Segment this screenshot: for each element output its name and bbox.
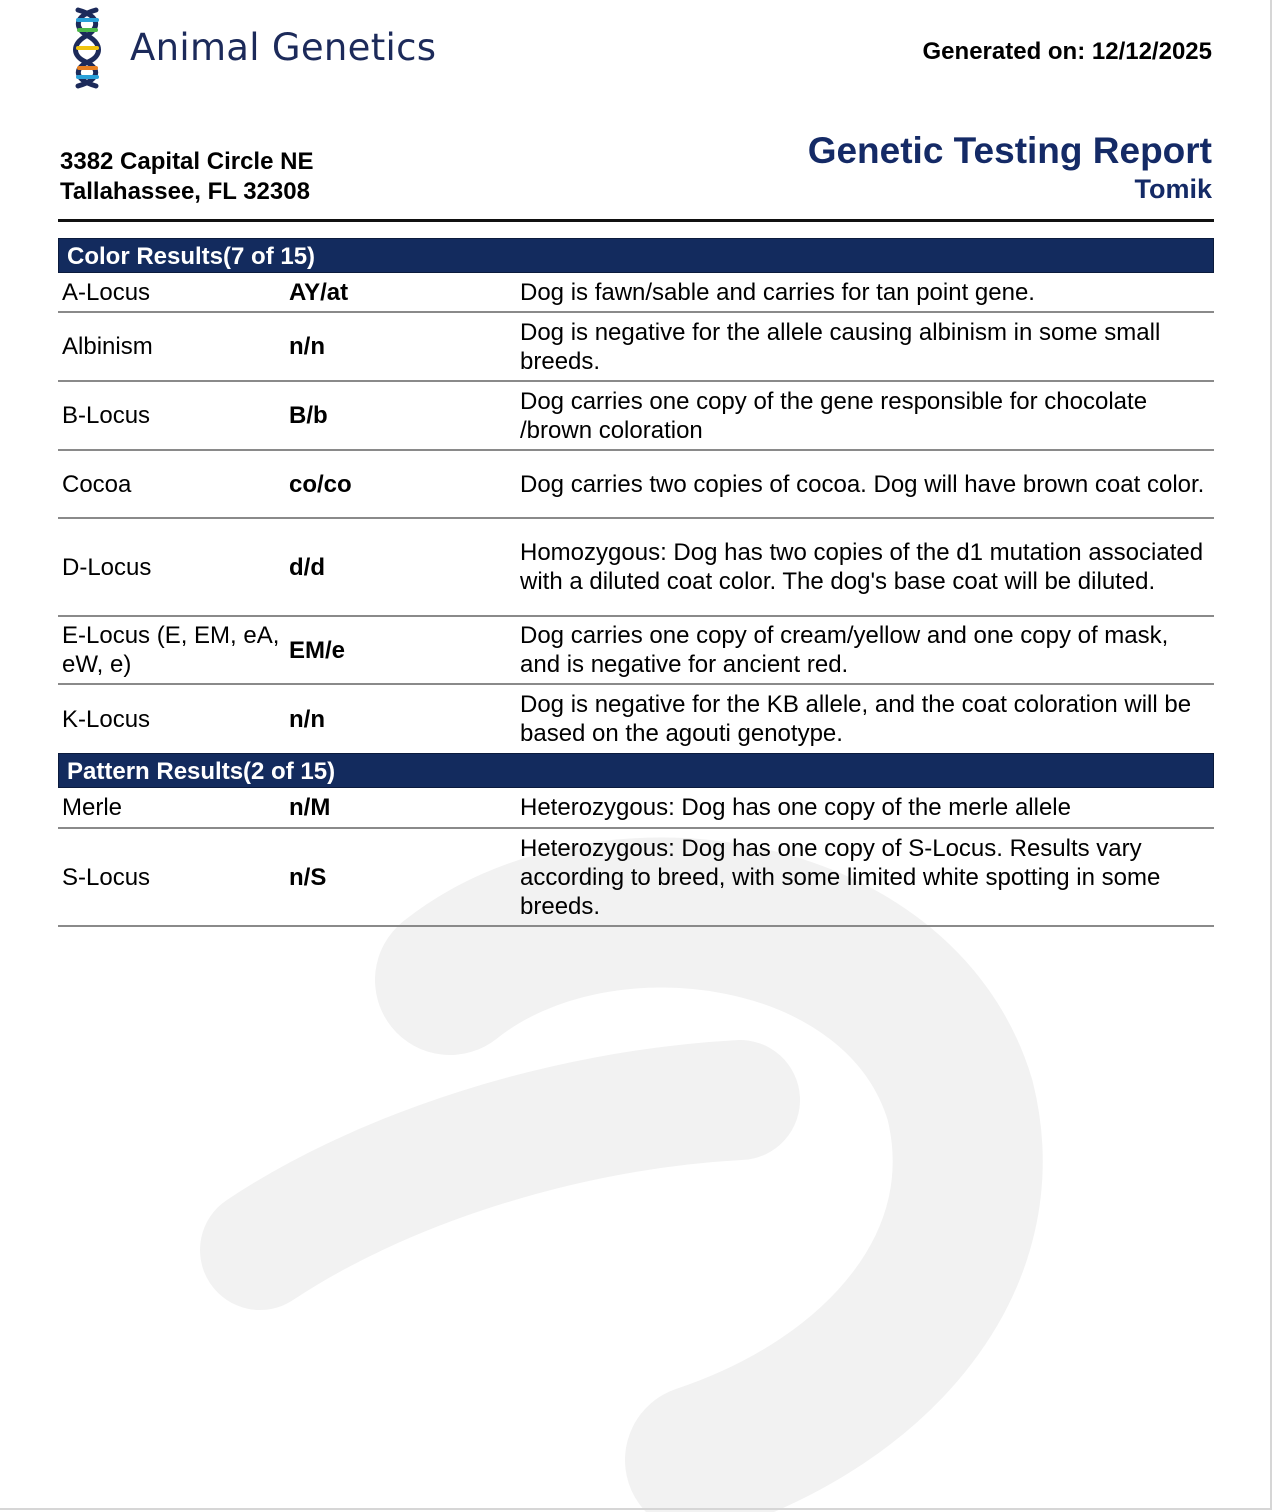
table-row <box>58 313 1214 382</box>
dog-name: Tomik <box>1134 174 1212 204</box>
dna-logo-icon <box>66 6 110 90</box>
section-header-color: Color Results(7 of 15) <box>58 238 1214 273</box>
table-row <box>58 519 1214 617</box>
genotype: n/n <box>289 705 325 733</box>
trait-description: Dog is negative for the KB allele, and the coat coloration will be based on the agouti genotype. <box>520 691 1192 747</box>
trait-description: Dog is negative for the allele causing albinism in some small breeds. <box>520 318 1161 375</box>
trait-description: Dog carries one copy of cream/yellow and one copy of mask, and is negative for ancient red. <box>520 622 1169 678</box>
genotype: co/co <box>289 470 352 498</box>
table-row <box>58 685 1214 753</box>
table-row <box>58 273 1214 313</box>
trait-description: Heterozygous: Dog has one copy of the merle allele <box>520 794 1071 821</box>
trait-name: D-Locus <box>62 553 152 581</box>
genotype: EM/e <box>289 636 346 664</box>
trait-name: A-Locus <box>62 278 151 306</box>
trait-description: Dog carries one copy of the gene responsible for chocolate /brown coloration <box>520 387 1148 444</box>
genotype: n/M <box>289 794 331 821</box>
genotype: AY/at <box>289 278 349 306</box>
trait-name: Cocoa <box>62 470 132 498</box>
trait-name: Merle <box>62 794 123 821</box>
trait-description: Dog carries two copies of cocoa. Dog will have brown coat color. <box>520 470 1205 498</box>
table-row <box>58 382 1214 451</box>
report-title: Genetic Testing Report <box>807 130 1212 171</box>
genotype: n/n <box>289 333 325 360</box>
trait-name: K-Locus <box>62 705 151 733</box>
address-line-2: Tallahassee, FL 32308 <box>60 178 310 205</box>
table-row <box>58 788 1214 829</box>
brand-name: Animal Genetics <box>130 26 437 69</box>
trait-description: Dog is fawn/sable and carries for tan point gene. <box>520 278 1035 306</box>
trait-name: S-Locus <box>62 863 151 891</box>
generated-date: Generated on: 12/12/2025 <box>922 38 1212 65</box>
genotype: B/b <box>289 402 328 429</box>
address-line-1: 3382 Capital Circle NE <box>60 148 314 175</box>
table-row <box>58 451 1214 519</box>
trait-name: E-Locus (E, EM, eA, eW, e) <box>62 622 280 678</box>
trait-name: Albinism <box>62 333 153 360</box>
genotype: n/S <box>289 863 327 891</box>
lab-address <box>60 147 313 207</box>
trait-description: Heterozygous: Dog has one copy of S-Locus. Results vary according to breed, with some limited white spotting in some breeds. <box>520 834 1161 920</box>
header-divider <box>58 219 1214 222</box>
trait-name: B-Locus <box>62 402 151 429</box>
results-table <box>58 238 1214 927</box>
trait-description: Homozygous: Dog has two copies of the d1 mutation associated with a diluted coat color. The dog's base coat will be diluted. <box>520 539 1204 595</box>
genotype: d/d <box>289 553 325 581</box>
table-row <box>58 829 1214 927</box>
section-header-pattern: Pattern Results(2 of 15) <box>58 753 1214 788</box>
table-row <box>58 617 1214 685</box>
